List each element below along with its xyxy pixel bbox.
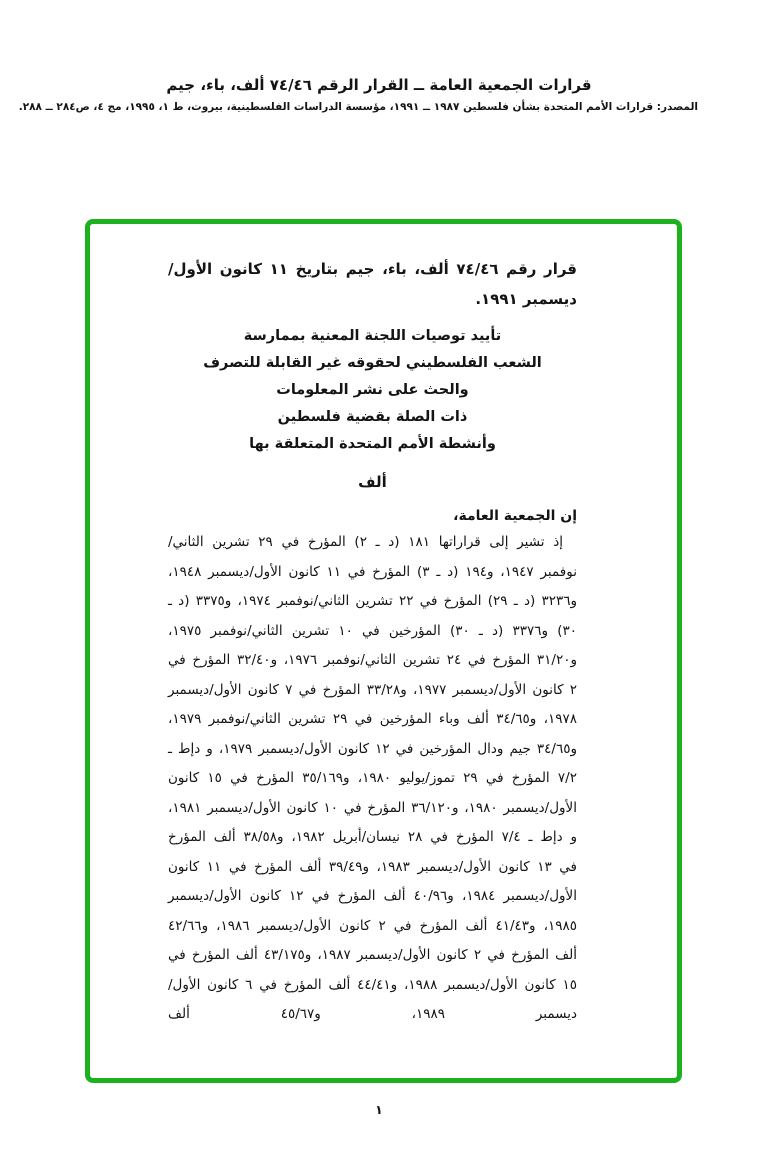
preamble-paragraph: إذ تشير إلى قراراتها ١٨١ (د ـ ٢) المؤرخ في ٢٩ تشرين الثاني/نوفمبر ١٩٤٧، و١٩٤ (د ـ ٣) المؤرخ في ١١ كانون الأول/ديسمبر ١٩٤٨، و٣٢٣٦ (د ـ ٢٩) المؤرخ في ٢٢ تشرين الثاني/نوفمبر ١٩٧٤، و٣٣٧٥ (د ـ ٣٠) و٣٣٧٦ (د ـ ٣٠) المؤرخين في ١٠ تشرين الثاني/نوفمبر ١٩٧٥، و٣١/٢٠ المؤرخ في ٢٤ تشرين الثاني/نوفمبر ١٩٧٦، و٣٢/٤٠ المؤرخ في ٢ كانون الأول/ديسمبر ١٩٧٧، و٣٣/٢٨ المؤرخ في ٧ كانون الأول/ديسمبر ١٩٧٨، و٣٤/٦٥ ألف وباء المؤرخين في ٢٩ تشرين الثاني/نوفمبر ١٩٧٩، و٣٤/٦٥ جيم ودال المؤرخين في ١٢ كانون الأول/ديسمبر ١٩٧٩، و دإط ـ ٧/٢ المؤرخ في ٢٩ تموز/يوليو ١٩٨٠، و٣٥/١٦٩ المؤرخ في ١٥ كانون الأول/ديسمبر ١٩٨٠، و٣٦/١٢٠ المؤرخ في ١٠ كانون الأول/ديسمبر ١٩٨١، و دإط ـ ٧/٤ المؤرخ في ٢٨ نيسان/أبريل ١٩٨٢، و٣٨/٥٨ ألف المؤرخ في ١٣ كانون الأول/ديسمبر ١٩٨٣، و٣٩/٤٩ ألف المؤرخ في ١١ كانون الأول/ديسمبر ١٩٨٤، و٤٠/٩٦ ألف المؤرخ في ١٢ كانون الأول/ديسمبر ١٩٨٥، و٤١/٤٣ ألف المؤرخ في ٢ كانون الأول/ديسمبر ١٩٨٦، و٤٢/٦٦ ألف المؤرخ في ٢ كانون الأول/ديسمبر ١٩٨٧، و٤٣/١٧٥ ألف المؤرخ في ١٥ كانون الأول/ديسمبر ١٩٨٨، و٤٤/٤١ ألف المؤرخ في ٦ كانون الأول/ديسمبر ١٩٨٩، و٤٥/٦٧ ألف <box>168 534 578 1022</box>
page-number: ١ <box>375 1102 383 1117</box>
document-frame <box>85 219 682 1083</box>
resolution-title-line1: قرار رقم ٧٤/٤٦ ألف، باء، جيم بتاريخ ١١ كانون الأول/ <box>168 260 577 278</box>
preamble-intro: إن الجمعية العامة، <box>453 508 577 524</box>
resolution-title-line2: ديسمبر ١٩٩١. <box>475 290 577 308</box>
heading-line: وأنشطة الأمم المتحدة المتعلقة بها <box>249 436 496 452</box>
section-label-alef: ألف <box>358 473 387 491</box>
heading-line: والحث على نشر المعلومات <box>276 382 469 398</box>
page-header <box>0 76 758 113</box>
heading-line: تأييد توصيات اللجنة المعنية بممارسة <box>243 328 502 344</box>
source-citation: المصدر: قرارات الأمم المتحدة بشأن فلسطين ١٩٨٧ ــ ١٩٩١، مؤسسة الدراسات الفلسطينية، بيروت، ط ١، ١٩٩٥، مج ٤، ص٢٨٤ ــ ٢٨٨. <box>18 101 698 113</box>
resolution-subject-heading <box>168 323 577 458</box>
resolution-title <box>168 254 577 314</box>
resolution-content <box>90 224 677 1030</box>
scanned-document-page <box>0 76 758 1154</box>
page-header-title: قرارات الجمعية العامة ــ القرار الرقم ٧٤/٤٦ ألف، باء، جيم <box>166 76 592 94</box>
heading-line: الشعب الفلسطيني لحقوقه غير القابلة للتصرف <box>203 355 542 371</box>
heading-line: ذات الصلة بقضية فلسطين <box>277 409 468 425</box>
